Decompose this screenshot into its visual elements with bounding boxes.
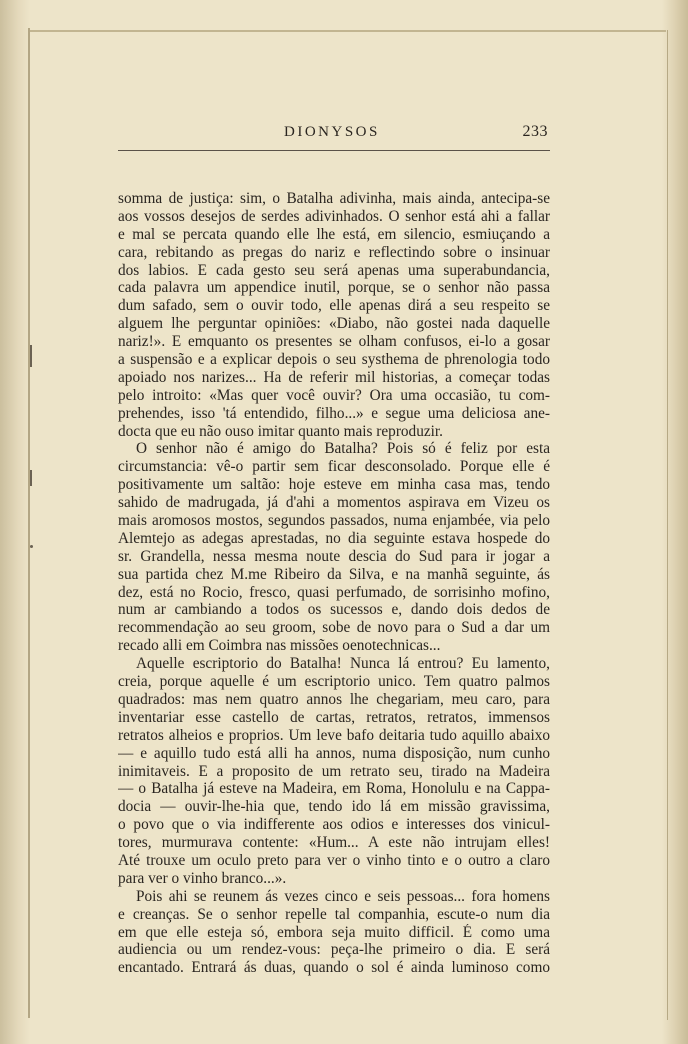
paragraph-first-line: Aquelle escriptorio do Batalha! Nunca lá entrou? Eu lamento, (136, 655, 550, 673)
text-line: encantado. Entrará ás duas, quando o sol é ainda luminoso como (118, 959, 550, 977)
text-line: cara, rebitando as pregas do nariz e reflectindo sobre o insinuar (118, 243, 550, 261)
text-line: mais aromosos mostos, segundos passados, numa enjambée, via pelo (118, 512, 550, 530)
text-line: a suspensão e a explicar depois o seu systhema de phrenologia todo (118, 351, 550, 369)
text-line: inimitaveis. E a proposito de um retrato seu, tirado na Madeira (118, 762, 550, 780)
text-line: quadrados: mas nem quatro annos lhe chegariam, meu caro, para (118, 690, 550, 708)
text-line: docia — ouvir-lhe-hia que, tendo ido lá em missão gravissima, (118, 798, 550, 816)
text-line: cada palavra um appendice inutil, porque, se o senhor não passa (118, 279, 550, 297)
page-edge (662, 0, 688, 1044)
page-number: 233 (522, 123, 548, 140)
text-line: creia, porque aquelle é um escriptorio unico. Tem quatro palmos (118, 673, 550, 691)
margin-mark (30, 470, 32, 486)
text-line: sahido de madrugada, já d'ahi a momentos aspirava em Vizeu os (118, 494, 550, 512)
text-line: docta que eu não ouso imitar quanto mais reproduzir. (118, 422, 443, 440)
page-top-edge (30, 30, 666, 32)
text-line: audiencia ou um rendez-vous: peça-lhe primeiro o dia. E será (118, 941, 550, 959)
text-line: inventariar esse castello de cartas, retratos, retratos, immensos (118, 708, 550, 726)
text-line: num ar cambiando a todos os sucessos e, dando dois dedos de (118, 601, 550, 619)
text-line: tores, murmurava contente: «Hum... A este não intrujam elles! (118, 834, 550, 852)
text-line: positivamente um saltão: hoje esteve em minha casa mas, tendo (118, 476, 550, 494)
text-line: aos vossos desejos de serdes adivinhados. O senhor está ahi a fallar (118, 207, 550, 225)
text-line: retratos alheios e proprios. Um leve bafo deitaria tudo aquillo abaixo (118, 726, 550, 744)
text-line: pelo introito: «Mas quer você ouvir? Ora uma occasião, tu com- (118, 386, 550, 404)
text-line: dum safado, sem o ouvir todo, elle apenas dirá a seu respeito se (118, 297, 550, 315)
text-line: somma de justiça: sim, o Batalha adivinha, mais ainda, antecipa-se (118, 190, 550, 207)
gutter-fold-line (28, 28, 30, 1018)
text-line: Até trouxe um oculo preto para ver o vinho tinto e o outro a claro (118, 851, 550, 869)
text-line: dez, está no Rocio, fresco, quasi perfumado, de sorrisinho mofino, (118, 583, 550, 601)
text-line: recado alli em Coimbra nas missões oenotechnicas... (118, 637, 441, 655)
text-line: circumstancia: vê-o partir sem ficar desconsolado. Porque elle é (118, 458, 550, 476)
paragraph-first-line: Pois ahi se reunem ás vezes cinco e seis pessoas... fora homens (136, 887, 550, 905)
text-line: apoiado nos narizes... Ha de referir mil historias, a começar todas (118, 368, 550, 386)
text-line: para ver o vinho branco...». (118, 869, 287, 887)
text-line: nariz!». E emquanto os presentes se olham confusos, ei-lo a gosar (118, 333, 550, 351)
text-line: Alemtejo as adegas aprestadas, no dia seguinte estava hospede do (118, 529, 550, 547)
page-gutter (0, 0, 30, 1044)
text-line: prehendes, isso 'tá entendido, filho...» e segue uma deliciosa ane- (118, 404, 550, 422)
margin-dot (30, 545, 33, 548)
running-header (118, 122, 550, 151)
paragraph-first-line: O senhor não é amigo do Batalha? Pois só é feliz por esta (136, 440, 550, 458)
text-line: sr. Grandella, nessa mesma noute descia do Sud para ir jogar a (118, 547, 550, 565)
margin-mark (30, 345, 32, 367)
page-edge-line (667, 30, 668, 1020)
text-line: e creanças. Se o senhor repelle tal companhia, escute-o num dia (118, 905, 550, 923)
text-line: o povo que o via indifferente aos odios e interesses dos vinicul- (118, 816, 550, 834)
text-line: em que elle esteja só, embora seja muito difficil. É como uma (118, 923, 550, 941)
text-line: e mal se percata quando elle lhe está, em silencio, esmiuçando a (118, 225, 550, 243)
text-line: alguem lhe perguntar opiniões: «Diabo, não gostei nada daquelle (118, 315, 550, 333)
text-line: recommendação ao seu groom, sobe de novo para o Sud a dar um (118, 619, 550, 637)
text-line: — o Batalha já esteve na Madeira, em Roma, Honolulu e na Cappa- (118, 780, 550, 798)
text-line: sua partida chez M.me Ribeiro da Silva, e na manhã seguinte, ás (118, 565, 550, 583)
running-title: DIONYSOS (284, 124, 380, 140)
text-line: dos labios. E cada gesto seu será apenas uma superabundancia, (118, 261, 550, 279)
text-line: — e aquillo tudo está alli ha annos, numa disposição, num cunho (118, 744, 550, 762)
body-text (118, 190, 550, 977)
